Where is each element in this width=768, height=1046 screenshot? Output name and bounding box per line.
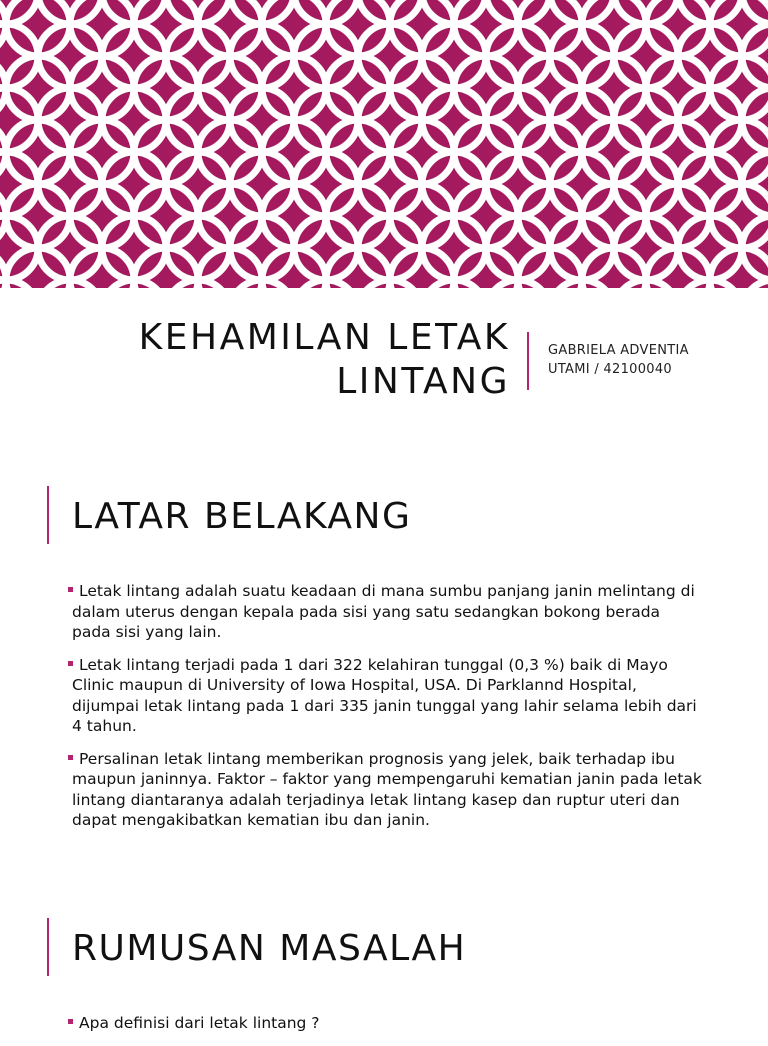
section-accent-bar — [47, 486, 49, 544]
title-line-2: LINTANG — [336, 361, 510, 402]
author-block — [548, 341, 689, 379]
list-item-text: Apa definisi dari letak lintang ? — [79, 1014, 320, 1032]
bullet-square-icon — [68, 1019, 73, 1024]
section-title-latar-belakang: LATAR BELAKANG — [72, 496, 412, 537]
list-item-text: Letak lintang adalah suatu keadaan di mana sumbu panjang janin melintang di dalam uterus dengan kepala pada sisi yang satu sedangkan bokong berada pada sisi yang lain. — [72, 582, 695, 641]
list-item — [72, 581, 702, 643]
interlocking-rings-pattern — [0, 0, 768, 288]
presentation-title — [139, 316, 510, 404]
list-item-text: Persalinan letak lintang memberikan prognosis yang jelek, baik terhadap ibu maupun janinnya. Faktor – faktor yang mempengaruhi kematian janin pada letak lintang diantaranya adalah terjadinya letak lintang kasep dan ruptur uteri dan dapat mengakibatkan kematian ibu dan janin. — [72, 749, 702, 829]
bullet-square-icon — [68, 661, 73, 666]
section-accent-bar — [47, 918, 49, 976]
author-id: UTAMI / 42100040 — [548, 362, 673, 377]
title-slide — [0, 288, 768, 448]
pattern-banner — [0, 0, 768, 288]
title-line-1: KEHAMILAN LETAK — [138, 317, 510, 358]
author-name: GABRIELA ADVENTIA — [548, 343, 689, 358]
title-divider — [527, 332, 529, 390]
list-item — [72, 655, 702, 737]
list-item — [72, 749, 702, 831]
bullet-square-icon — [68, 755, 73, 760]
list-item — [72, 1013, 702, 1034]
section-title-rumusan-masalah: RUMUSAN MASALAH — [72, 928, 467, 969]
latar-belakang-list — [72, 581, 702, 843]
bullet-square-icon — [68, 587, 73, 592]
list-item-text: Letak lintang terjadi pada 1 dari 322 kelahiran tunggal (0,3 %) baik di Mayo Clinic maupun di University of Iowa Hospital, USA. Di Parklannd Hospital, dijumpai letak lintang pada 1 dari 335 janin tunggal yang lahir selama lebih dari 4 tahun. — [72, 655, 697, 735]
rumusan-masalah-list — [72, 1013, 702, 1046]
